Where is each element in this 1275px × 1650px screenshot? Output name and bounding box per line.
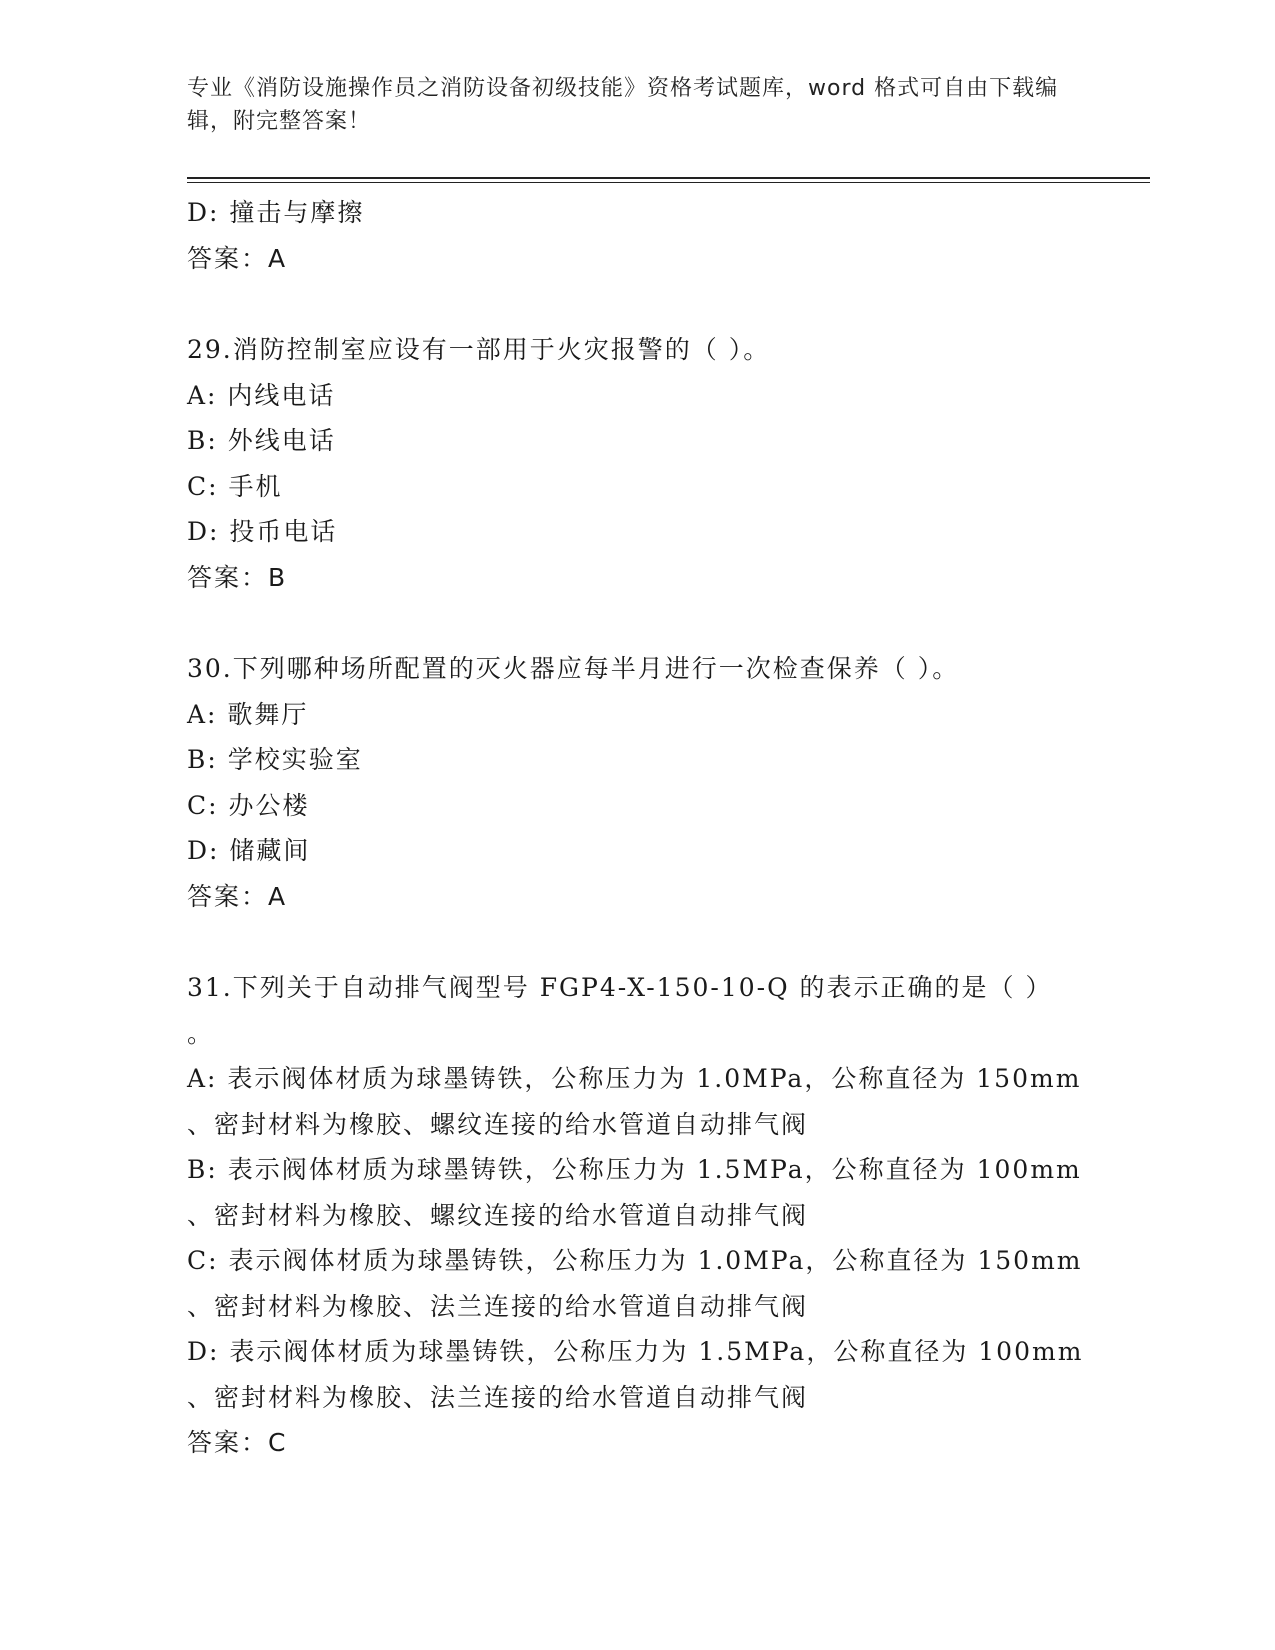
header-rule-thin xyxy=(187,182,1150,183)
question-30-answer: 答案：A xyxy=(187,881,288,911)
question-29-option-d: D: 投币电话 xyxy=(187,517,338,546)
question-31-option-c: C: 表示阀体材质为球墨铸铁，公称压力为 1.0MPa，公称直径为 150mm xyxy=(187,1246,1083,1275)
question-31-option-a: A: 表示阀体材质为球墨铸铁，公称压力为 1.0MPa，公称直径为 150mm xyxy=(187,1064,1082,1093)
question-content xyxy=(187,190,1087,1466)
question-31-option-a-continuation: 、密封材料为橡胶、螺纹连接的给水管道自动排气阀 xyxy=(187,1109,809,1139)
header-rule-thick xyxy=(187,177,1150,179)
question-31-title-continuation: 。 xyxy=(187,1018,215,1048)
question-31-option-c-continuation: 、密封材料为橡胶、法兰连接的给水管道自动排气阀 xyxy=(187,1291,809,1321)
question-31-option-b-continuation: 、密封材料为橡胶、螺纹连接的给水管道自动排气阀 xyxy=(187,1200,809,1230)
document-header: 专业《消防设施操作员之消防设备初级技能》资格考试题库，word 格式可自由下载编辑，附完整答案！ xyxy=(187,76,1059,134)
question-29-title: 29.消防控制室应设有一部用于火灾报警的（ ）。 xyxy=(187,335,771,364)
question-31-answer: 答案：C xyxy=(187,1428,288,1457)
prev-answer: 答案：A xyxy=(187,243,288,273)
question-29-option-b: B: 外线电话 xyxy=(187,426,336,455)
spacer xyxy=(187,600,1087,646)
question-29-answer: 答案：B xyxy=(187,562,288,592)
question-31-option-b: B: 表示阀体材质为球墨铸铁，公称压力为 1.5MPa，公称直径为 100mm xyxy=(187,1155,1082,1184)
question-31-option-d-continuation: 、密封材料为橡胶、法兰连接的给水管道自动排气阀 xyxy=(187,1382,809,1412)
question-29-option-a: A: 内线电话 xyxy=(187,380,336,410)
question-31-option-d: D: 表示阀体材质为球墨铸铁，公称压力为 1.5MPa，公称直径为 100mm xyxy=(187,1337,1084,1366)
spacer xyxy=(187,281,1087,327)
spacer xyxy=(187,919,1087,965)
question-31-title: 31.下列关于自动排气阀型号 FGP4-X-150-10-Q 的表示正确的是（ ） xyxy=(187,973,1053,1002)
question-30-option-c: C: 办公楼 xyxy=(187,790,310,820)
question-30-title: 30.下列哪种场所配置的灭火器应每半月进行一次检查保养（ ）。 xyxy=(187,654,960,683)
prev-option-d: D: 撞击与摩擦 xyxy=(187,198,365,227)
question-30-option-a: A: 歌舞厅 xyxy=(187,699,309,729)
question-30-option-b: B: 学校实验室 xyxy=(187,745,363,774)
question-29-option-c: C: 手机 xyxy=(187,471,283,501)
question-30-option-d: D: 储藏间 xyxy=(187,836,311,865)
